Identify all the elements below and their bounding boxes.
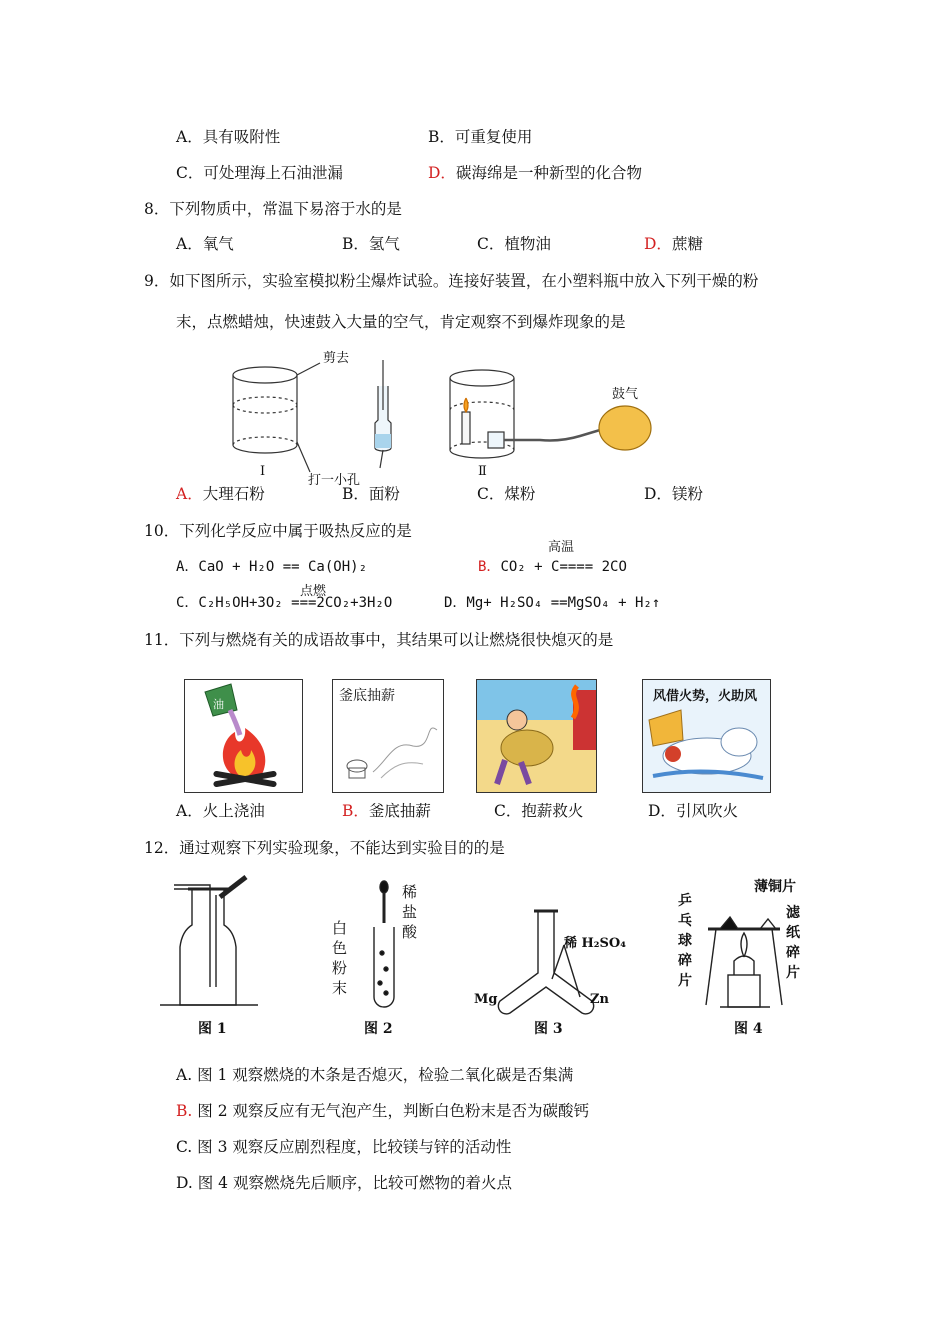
q9-option-d: D．镁粉 (644, 485, 703, 503)
q12-stem: 12．通过观察下列实验现象，不能达到实验目的的是 (144, 839, 505, 857)
fig3-acid: 稀 H₂SO₄ (564, 936, 626, 951)
fig2-powder-1: 白 (332, 919, 348, 937)
q7-option-b: B．可重复使用 (428, 128, 533, 146)
fig2-acid-2: 盐 (402, 903, 418, 921)
fig2-powder-2: 色 (332, 939, 348, 957)
q7-option-a: A．具有吸附性 (176, 128, 281, 146)
fig3-mg: Mg (474, 992, 498, 1007)
cond-ignite: 点燃 (300, 584, 327, 599)
fig4-filter-4: 片 (786, 965, 800, 981)
fig3-zn: Zn (590, 992, 609, 1007)
cond-high-temp: 高温 (548, 540, 575, 555)
q9-option-a: A．大理石粉 (176, 485, 265, 503)
answer-mark: A． (176, 485, 203, 503)
answer-mark: D． (644, 235, 672, 253)
answer-mark: B． (342, 802, 369, 820)
q12-option-d: D. 图 4 观察燃烧先后顺序，比较可燃物的着火点 (176, 1174, 512, 1192)
answer-mark: B． (478, 559, 501, 575)
idiom-image-b (332, 679, 444, 793)
q10-option-d: D．Mg+ H₂SO₄ ==MgSO₄ + H₂↑ (444, 595, 661, 611)
fig2-caption: 图 2 (364, 1021, 393, 1037)
q7-option-d: D．碳海绵是一种新型的化合物 (428, 164, 642, 182)
answer-mark: B. (176, 1102, 193, 1120)
label-cut: 剪去 (323, 351, 350, 366)
dust-explosion-figure (220, 350, 690, 490)
q8-option-b: B．氢气 (342, 235, 400, 253)
fig4-pingpong-5: 片 (678, 973, 692, 989)
fig4-copper: 薄铜片 (754, 879, 796, 895)
q7-option-c: C．可处理海上石油泄漏 (176, 164, 343, 182)
fig1-caption: 图 1 (198, 1021, 227, 1037)
q8-stem: 8．下列物质中，常温下易溶于水的是 (144, 200, 402, 218)
label-ii: Ⅱ (478, 464, 487, 479)
fig4-pingpong-2: 乓 (678, 913, 692, 929)
q12-option-c: C. 图 3 观察反应剧烈程度，比较镁与锌的活动性 (176, 1138, 512, 1156)
fig4-filter-2: 纸 (786, 925, 800, 941)
idiom-image-a (184, 679, 303, 793)
q10-option-a: A．CaO + H₂O == Ca(OH)₂ (176, 559, 368, 575)
image-d-title: 风借火势，火助风 (653, 689, 758, 704)
fig2-acid-3: 酸 (402, 923, 418, 941)
fig4-filter-1: 滤 (786, 905, 800, 921)
answer-mark: D． (428, 164, 456, 182)
q11-option-d: D．引风吹火 (648, 802, 738, 820)
image-b-title: 釜底抽薪 (339, 688, 395, 704)
label-i: Ⅰ (260, 464, 266, 479)
q9-option-b: B．面粉 (342, 485, 400, 503)
label-hole: 打一小孔 (308, 473, 361, 488)
fig4-caption: 图 4 (734, 1021, 763, 1037)
q8-option-a: A．氧气 (176, 235, 234, 253)
q9-stem-line2: 末，点燃蜡烛，快速鼓入大量的空气，肯定观察不到爆炸现象的是 (176, 313, 626, 331)
fig4-pingpong-1: 乒 (678, 893, 692, 909)
q11-stem: 11．下列与燃烧有关的成语故事中，其结果可以让燃烧很快熄灭的是 (144, 631, 614, 649)
fig3-caption: 图 3 (534, 1021, 563, 1037)
q10-option-b: B．CO₂ + C==== 2CO (478, 559, 627, 575)
oil-label: 油 (213, 698, 224, 711)
label-blow: 鼓气 (612, 387, 639, 402)
fig2-acid-1: 稀 (402, 883, 418, 901)
fig2-powder-4: 末 (332, 979, 348, 997)
q11-option-a: A．火上浇油 (176, 802, 265, 820)
q8-option-d: D．蔗糖 (644, 235, 703, 253)
idiom-image-d (642, 679, 771, 793)
q10-stem: 10．下列化学反应中属于吸热反应的是 (144, 522, 412, 540)
fig4-filter-3: 碎 (786, 945, 800, 961)
q12-option-b: B. 图 2 观察反应有无气泡产生，判断白色粉末是否为碳酸钙 (176, 1102, 589, 1120)
fig4-pingpong-4: 碎 (678, 953, 692, 969)
q8-option-c: C．植物油 (477, 235, 551, 253)
q10-option-c: C．C₂H₅OH+3O₂ ===2CO₂+3H₂O (176, 595, 393, 611)
fig2-powder-3: 粉 (332, 959, 348, 977)
q9-option-c: C．煤粉 (477, 485, 536, 503)
q12-option-a: A. 图 1 观察燃烧的木条是否熄灭，检验二氧化碳是否集满 (176, 1066, 574, 1084)
idiom-image-c (476, 679, 597, 793)
experiment-figures (160, 875, 810, 1040)
q9-stem-line1: 9．如下图所示，实验室模拟粉尘爆炸试验。连接好装置，在小塑料瓶中放入下列干燥的粉 (144, 272, 759, 290)
q11-option-c: C．抱薪救火 (494, 802, 584, 820)
q11-option-b: B．釜底抽薪 (342, 802, 431, 820)
fig4-pingpong-3: 球 (678, 933, 692, 949)
